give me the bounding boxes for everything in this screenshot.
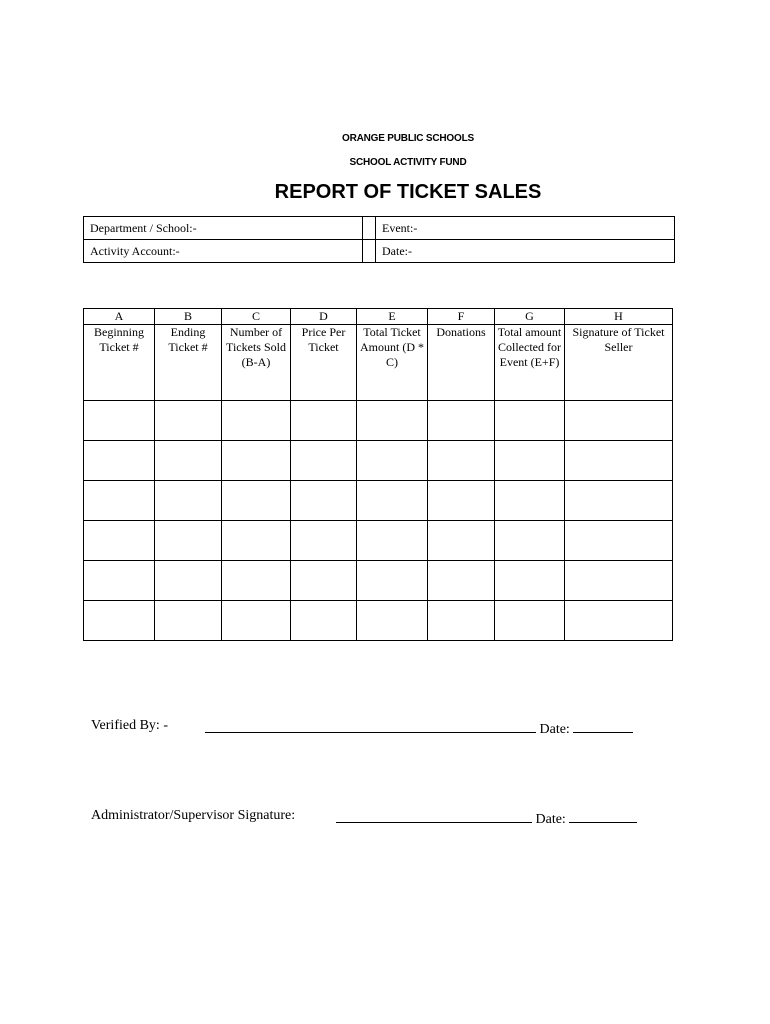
organization-name: ORANGE PUBLIC SCHOOLS [342, 133, 474, 144]
column-heading-donations: Donations [428, 325, 495, 401]
table-cell-b[interactable] [155, 561, 222, 601]
table-cell-f[interactable] [428, 401, 495, 441]
verified-date-label: Date: [539, 722, 570, 737]
table-cell-d[interactable] [291, 601, 357, 641]
table-cell-h[interactable] [565, 441, 673, 481]
column-letter: C [222, 309, 291, 325]
table-cell-d[interactable] [291, 401, 357, 441]
column-letter: B [155, 309, 222, 325]
table-cell-c[interactable] [222, 561, 291, 601]
activity-account-label: Activity Account:- [90, 243, 180, 258]
table-cell-b[interactable] [155, 441, 222, 481]
column-letter: F [428, 309, 495, 325]
column-heading-tickets-sold: Number of Tickets Sold (B-A) [222, 325, 291, 401]
table-cell-a[interactable] [84, 561, 155, 601]
table-cell-a[interactable] [84, 521, 155, 561]
fund-name: SCHOOL ACTIVITY FUND [349, 157, 467, 168]
column-heading-seller-signature: Signature of Ticket Seller [565, 325, 673, 401]
table-cell-e[interactable] [357, 521, 428, 561]
event-label: Event:- [382, 220, 418, 235]
column-heading-price-per-ticket: Price Per Ticket [291, 325, 357, 401]
activity-account-field[interactable] [84, 240, 363, 263]
table-cell-b[interactable] [155, 401, 222, 441]
column-letter-row [84, 309, 673, 325]
verified-by-label: Verified By: - [91, 718, 168, 733]
table-cell-a[interactable] [84, 601, 155, 641]
table-cell-a[interactable] [84, 441, 155, 481]
column-letter: A [84, 309, 155, 325]
table-cell-b[interactable] [155, 481, 222, 521]
table-cell-g[interactable] [495, 401, 565, 441]
table-cell-d[interactable] [291, 481, 357, 521]
table-row [84, 601, 673, 641]
verified-date-field[interactable] [573, 718, 633, 733]
table-cell-c[interactable] [222, 441, 291, 481]
table-cell-f[interactable] [428, 561, 495, 601]
table-cell-b[interactable] [155, 521, 222, 561]
table-cell-g[interactable] [495, 481, 565, 521]
table-row [84, 481, 673, 521]
column-heading-beginning-ticket: Beginning Ticket # [84, 325, 155, 401]
table-cell-f[interactable] [428, 441, 495, 481]
table-row [84, 561, 673, 601]
table-cell-h[interactable] [565, 481, 673, 521]
admin-date-label: Date: [535, 812, 566, 827]
table-cell-a[interactable] [84, 481, 155, 521]
table-cell-c[interactable] [222, 481, 291, 521]
department-label: Department / School:- [90, 220, 197, 235]
table-row [84, 401, 673, 441]
table-cell-c[interactable] [222, 521, 291, 561]
table-cell-f[interactable] [428, 521, 495, 561]
table-cell-g[interactable] [495, 521, 565, 561]
table-cell-a[interactable] [84, 401, 155, 441]
table-cell-c[interactable] [222, 601, 291, 641]
table-cell-h[interactable] [565, 401, 673, 441]
verified-by-signature-line [205, 718, 633, 738]
table-cell-f[interactable] [428, 481, 495, 521]
table-cell-h[interactable] [565, 601, 673, 641]
column-heading-ending-ticket: Ending Ticket # [155, 325, 222, 401]
info-gap-cell [363, 240, 376, 263]
admin-date-field[interactable] [569, 808, 637, 823]
table-cell-d[interactable] [291, 561, 357, 601]
column-heading-row [84, 325, 673, 401]
table-cell-e[interactable] [357, 441, 428, 481]
table-cell-g[interactable] [495, 601, 565, 641]
table-cell-e[interactable] [357, 481, 428, 521]
report-title: REPORT OF TICKET SALES [274, 181, 542, 203]
department-field[interactable] [84, 217, 363, 240]
table-row [84, 441, 673, 481]
table-cell-d[interactable] [291, 521, 357, 561]
info-row-activity [84, 240, 675, 263]
info-row-department [84, 217, 675, 240]
column-letter: E [357, 309, 428, 325]
table-cell-b[interactable] [155, 601, 222, 641]
column-letter: H [565, 309, 673, 325]
event-field[interactable] [376, 217, 675, 240]
column-letter: G [495, 309, 565, 325]
verified-by-signature-field[interactable] [205, 718, 536, 733]
column-heading-total-ticket-amount: Total Ticket Amount (D * C) [357, 325, 428, 401]
admin-signature-label: Administrator/Supervisor Signature: [91, 808, 296, 823]
column-heading-total-collected: Total amount Collected for Event (E+F) [495, 325, 565, 401]
table-cell-h[interactable] [565, 561, 673, 601]
table-cell-d[interactable] [291, 441, 357, 481]
date-field[interactable] [376, 240, 675, 263]
table-row [84, 521, 673, 561]
table-cell-e[interactable] [357, 561, 428, 601]
column-letter: D [291, 309, 357, 325]
admin-signature-field[interactable] [336, 808, 532, 823]
date-label: Date:- [382, 243, 412, 258]
table-cell-e[interactable] [357, 401, 428, 441]
table-cell-g[interactable] [495, 441, 565, 481]
table-cell-e[interactable] [357, 601, 428, 641]
table-cell-f[interactable] [428, 601, 495, 641]
table-cell-c[interactable] [222, 401, 291, 441]
ticket-sales-table [83, 308, 673, 641]
admin-signature-line [336, 808, 637, 828]
info-table [83, 216, 675, 263]
info-gap-cell [363, 217, 376, 240]
table-cell-h[interactable] [565, 521, 673, 561]
table-cell-g[interactable] [495, 561, 565, 601]
